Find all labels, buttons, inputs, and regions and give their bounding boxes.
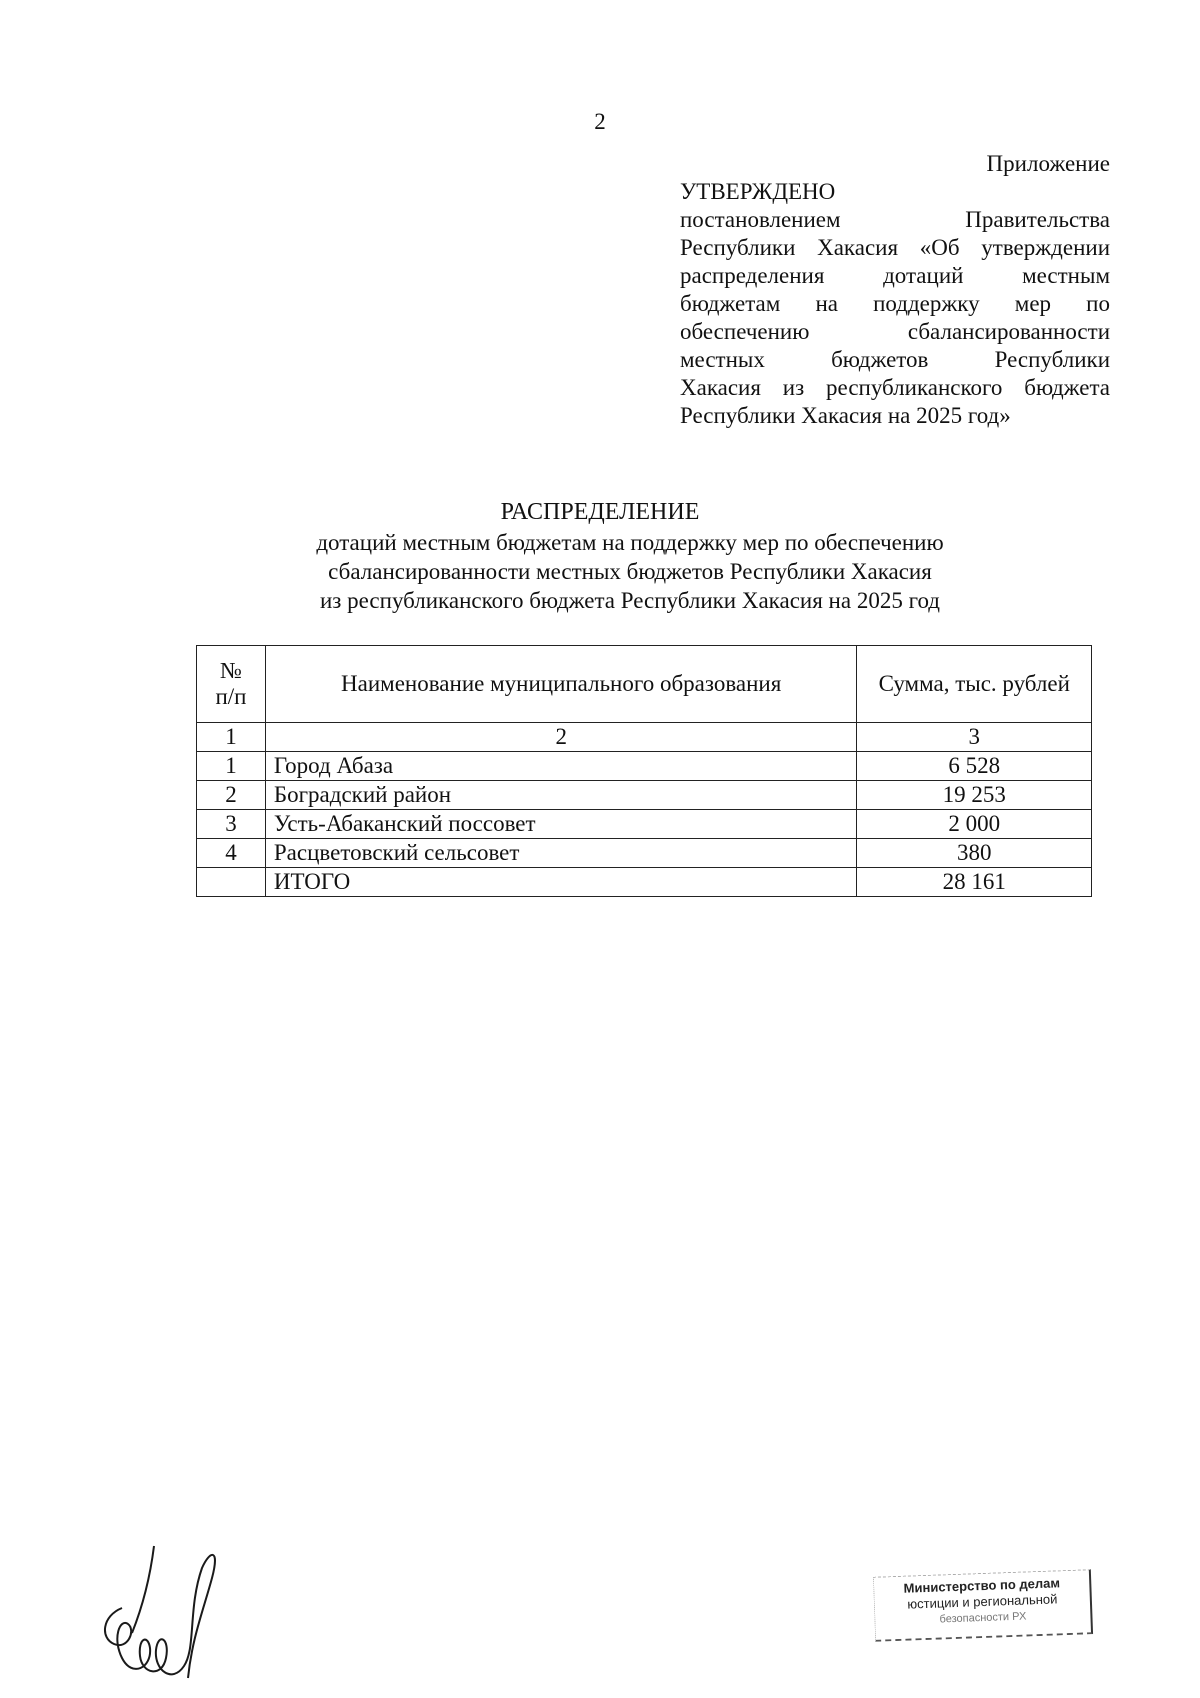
approval-line: постановлением Правительства: [680, 207, 1110, 232]
municipality-name: Усть-Абаканский поссовет: [265, 810, 857, 839]
approval-line: Хакасия из республиканского бюджета: [680, 375, 1110, 400]
row-number: 2: [197, 781, 266, 810]
approval-line: бюджетам на поддержку мер по: [680, 291, 1110, 316]
document-subtitle: [290, 528, 970, 615]
column-index-row: [197, 723, 1092, 752]
approval-line: распределения дотаций местным: [680, 263, 1110, 288]
appendix-label: Приложение: [986, 151, 1110, 176]
subtitle-line: дотаций местным бюджетам на поддержку мер по обеспечению: [316, 530, 944, 555]
approval-block: [680, 150, 1110, 430]
registration-stamp: [873, 1569, 1093, 1642]
stamp-line: Министерство по делам: [903, 1575, 1061, 1596]
amount: 19 253: [857, 781, 1092, 810]
table-header-row: [197, 646, 1092, 723]
column-index: 2: [265, 723, 857, 752]
document-title: РАСПРЕДЕЛЕНИЕ: [500, 499, 700, 525]
row-number: 4: [197, 839, 266, 868]
amount: 380: [857, 839, 1092, 868]
total-label: ИТОГО: [265, 868, 857, 897]
approval-line: местных бюджетов Республики: [680, 347, 1110, 372]
approval-line: обеспечению сбалансированности: [680, 319, 1110, 344]
approval-line: Республики Хакасия «Об утверждении: [680, 235, 1110, 260]
column-index: 3: [857, 723, 1092, 752]
total-number: [197, 868, 266, 897]
municipality-name: Город Абаза: [265, 752, 857, 781]
total-amount: 28 161: [857, 868, 1092, 897]
subtitle-line: из республиканского бюджета Республики Хакасия на 2025 год: [320, 588, 940, 613]
table-row: [197, 839, 1092, 868]
header-number: [197, 646, 266, 723]
stamp-line: безопасности РХ: [939, 1610, 1027, 1626]
header-number-abbr: п/п: [215, 684, 247, 709]
table-row: [197, 752, 1092, 781]
header-number-symbol: №: [219, 658, 242, 683]
municipality-name: Боградский район: [265, 781, 857, 810]
subtitle-line: сбалансированности местных бюджетов Республики Хакасия: [328, 559, 932, 584]
page-number: 2: [594, 109, 606, 134]
total-row: [197, 868, 1092, 897]
row-number: 3: [197, 810, 266, 839]
header-sum: Сумма, тыс. рублей: [857, 646, 1092, 723]
municipality-name: Расцветовский сельсовет: [265, 839, 857, 868]
column-index: 1: [197, 723, 266, 752]
stamp-line: юстиции и региональной: [907, 1591, 1058, 1612]
amount: 2 000: [857, 810, 1092, 839]
header-name: Наименование муниципального образования: [265, 646, 857, 723]
distribution-table: [196, 645, 1092, 897]
approval-line: Республики Хакасия на 2025 год»: [680, 403, 1011, 428]
table-row: [197, 810, 1092, 839]
table-row: [197, 781, 1092, 810]
approved-label: УТВЕРЖДЕНО: [680, 179, 836, 204]
handwritten-signature: [92, 1538, 222, 1693]
amount: 6 528: [857, 752, 1092, 781]
row-number: 1: [197, 752, 266, 781]
